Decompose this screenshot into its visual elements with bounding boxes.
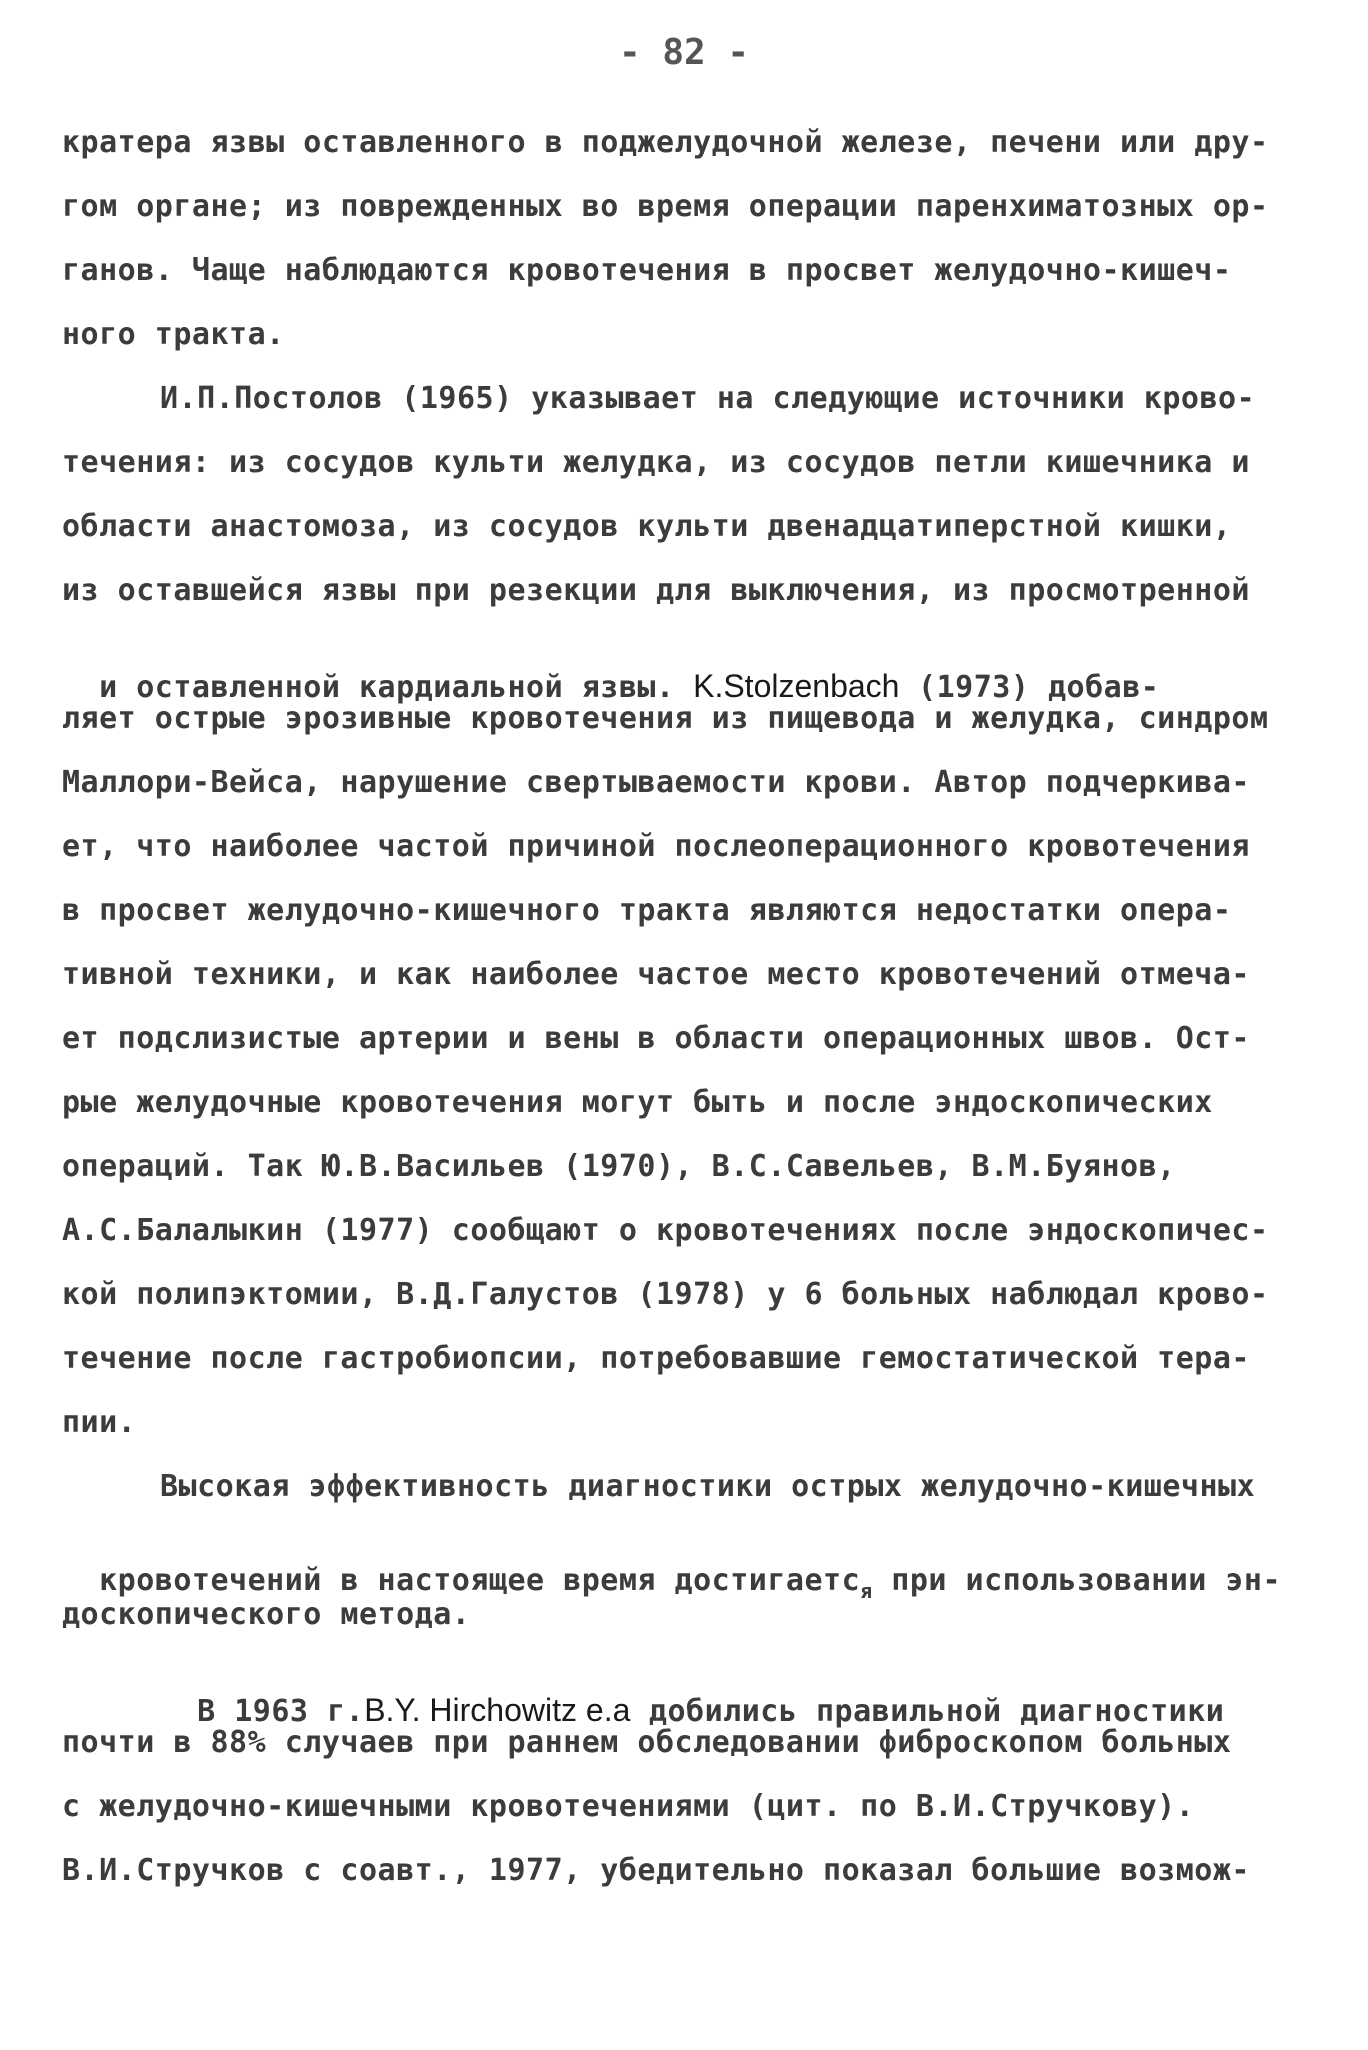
handwritten-author-name: K.Stolzenbach — [693, 668, 900, 704]
text-segment: кровотечений в настоящее время достигаетс — [99, 1563, 861, 1598]
text-segment: (1973) добав- — [899, 670, 1160, 705]
text-line: в просвет желудочно-кишечного тракта являются недостатки опера- — [62, 893, 1232, 928]
text-line: А.С.Балалыкин (1977) сообщают о кровотечениях после эндоскопичес- — [62, 1213, 1269, 1248]
text-line: ет, что наиболее частой причиной послеоперационного кровотечения — [62, 829, 1250, 864]
text-line: ганов. Чаще наблюдаются кровотечения в просвет желудочно-кишеч- — [62, 253, 1232, 288]
text-line: Высокая эффективность диагностики острых желудочно-кишечных — [160, 1469, 1256, 1504]
text-line: И.П.Постолов (1965) указывает на следующие источники крово- — [160, 381, 1256, 416]
text-line: течение после гастробиопсии, потребовавшие гемостатической тера- — [62, 1341, 1250, 1376]
text-line: с желудочно-кишечными кровотечениями (цит. по В.И.Стручкову). — [62, 1789, 1195, 1824]
text-line — [62, 1536, 1282, 1603]
text-line: течения: из сосудов культи желудка, из сосудов петли кишечника и — [62, 445, 1250, 480]
text-segment: добились правильной диагностики — [630, 1694, 1225, 1729]
text-line: пии. — [62, 1405, 137, 1440]
text-line: ного тракта. — [62, 317, 285, 352]
text-segment: В 1963 г. — [197, 1694, 365, 1729]
text-line: рые желудочные кровотечения могут быть и после эндоскопических — [62, 1085, 1213, 1120]
text-line: доскопического метода. — [62, 1597, 471, 1632]
text-line: гом органе; из поврежденных во время операции паренхиматозных ор- — [62, 189, 1269, 224]
text-line — [160, 1664, 1224, 1727]
text-segment: при использовании эн- — [872, 1563, 1282, 1598]
text-line: кратера язвы оставленного в поджелудочной железе, печени или дру- — [62, 125, 1269, 160]
text-line: В.И.Стручков с соавт., 1977, убедительно показал большие возмож- — [62, 1853, 1250, 1888]
text-line: Маллори-Вейса, нарушение свертываемости крови. Автор подчеркива- — [62, 765, 1250, 800]
text-segment-subscript: я — [860, 1579, 873, 1603]
text-line: из оставшейся язвы при резекции для выключения, из просмотренной — [62, 573, 1250, 608]
text-line — [62, 640, 1159, 703]
text-line: операций. Так Ю.В.Васильев (1970), В.С.Савельев, В.М.Буянов, — [62, 1149, 1176, 1184]
text-line: тивной техники, и как наиболее частое место кровотечений отмеча- — [62, 957, 1250, 992]
text-line: ляет острые эрозивные кровотечения из пищевода и желудка, синдром — [62, 701, 1269, 736]
page-number: - 82 - — [618, 32, 750, 73]
text-line: области анастомоза, из сосудов культи двенадцатиперстной кишки, — [62, 509, 1232, 544]
text-line: ет подслизистые артерии и вены в области операционных швов. Ост- — [62, 1021, 1250, 1056]
text-line: кой полипэктомии, В.Д.Галустов (1978) у 6 больных наблюдал крово- — [62, 1277, 1269, 1312]
text-segment: и оставленной кардиальной язвы. — [99, 670, 694, 705]
handwritten-author-name: B.Y. Hirchowitz e.a — [364, 1692, 631, 1728]
text-line: почти в 88% случаев при раннем обследовании фиброскопом больных — [62, 1725, 1232, 1760]
